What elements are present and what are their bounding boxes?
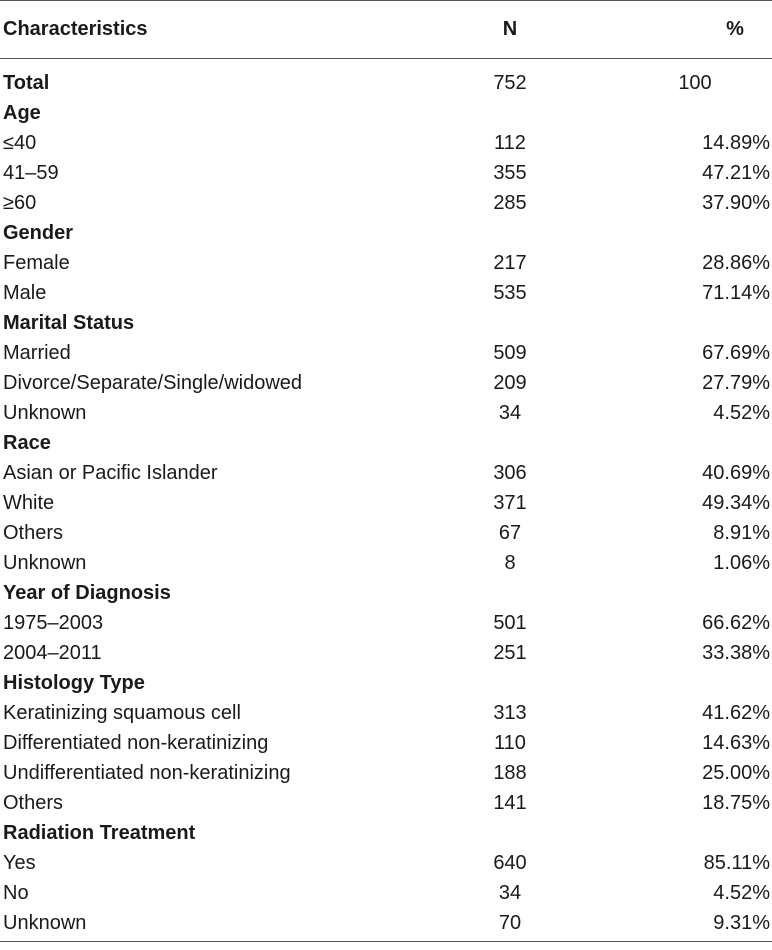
row-n: 34 <box>498 402 522 424</box>
row-label: White <box>3 492 55 514</box>
total-row <box>0 68 772 98</box>
row-n: 752 <box>493 72 527 94</box>
row-n: 355 <box>493 162 527 184</box>
row-n: 217 <box>493 252 527 274</box>
table-row <box>0 248 772 278</box>
row-label: Marital Status <box>3 312 135 334</box>
row-pct: 18.75% <box>702 792 770 814</box>
row-label: Unknown <box>3 552 87 574</box>
row-pct: 14.63% <box>702 732 770 754</box>
row-n: 8 <box>504 552 516 574</box>
table-header <box>0 0 772 58</box>
table-row <box>0 338 772 368</box>
row-label: 1975–2003 <box>3 612 104 634</box>
row-label: Race <box>3 432 51 454</box>
table-row <box>0 488 772 518</box>
row-n: 640 <box>493 852 527 874</box>
table-row <box>0 398 772 428</box>
row-label: Keratinizing squamous cell <box>3 702 241 724</box>
header-rule <box>0 58 772 59</box>
row-n: 188 <box>493 762 527 784</box>
row-pct: 49.34% <box>702 492 770 514</box>
row-n: 285 <box>493 192 527 214</box>
header-characteristics: Characteristics <box>3 18 148 40</box>
table-row <box>0 128 772 158</box>
row-label: 2004–2011 <box>3 642 102 664</box>
row-n: 34 <box>498 882 522 904</box>
row-pct: 27.79% <box>702 372 770 394</box>
row-n: 509 <box>493 342 527 364</box>
row-pct: 41.62% <box>702 702 770 724</box>
row-pct: 85.11% <box>703 852 770 874</box>
row-pct: 8.91% <box>713 522 770 544</box>
table-row <box>0 548 772 578</box>
table-row <box>0 158 772 188</box>
row-pct: 9.31% <box>713 912 770 934</box>
table-row <box>0 758 772 788</box>
row-label: Divorce/Separate/Single/widowed <box>3 372 303 394</box>
row-label: Histology Type <box>3 672 145 694</box>
row-label: No <box>3 882 29 904</box>
row-label: Undifferentiated non-keratinizing <box>3 762 291 784</box>
row-n: 306 <box>493 462 527 484</box>
row-pct: 14.89% <box>702 132 770 154</box>
row-label: Differentiated non-keratinizing <box>3 732 269 754</box>
row-label: 41–59 <box>3 162 59 184</box>
table-row <box>0 908 772 938</box>
row-n: 70 <box>498 912 522 934</box>
row-pct: 40.69% <box>702 462 770 484</box>
row-n: 251 <box>493 642 527 664</box>
row-pct: 28.86% <box>702 252 770 274</box>
table-body <box>0 68 772 938</box>
section-header-row <box>0 818 772 848</box>
row-pct: 67.69% <box>702 342 770 364</box>
table-row <box>0 698 772 728</box>
table-row <box>0 368 772 398</box>
row-n: 371 <box>493 492 527 514</box>
table-row <box>0 518 772 548</box>
row-n: 141 <box>493 792 527 814</box>
row-pct: 37.90% <box>702 192 770 214</box>
row-pct: 71.14% <box>702 282 770 304</box>
row-label: ≤40 <box>3 132 37 154</box>
row-n: 209 <box>493 372 527 394</box>
row-n: 112 <box>494 132 526 154</box>
row-label: ≥60 <box>3 192 37 214</box>
table-row <box>0 278 772 308</box>
section-header-row <box>0 218 772 248</box>
section-header-row <box>0 308 772 338</box>
row-label: Gender <box>3 222 74 244</box>
row-pct: 100 <box>678 72 712 94</box>
row-label: Year of Diagnosis <box>3 582 171 604</box>
row-n: 67 <box>498 522 522 544</box>
row-n: 501 <box>493 612 527 634</box>
row-pct: 25.00% <box>702 762 770 784</box>
row-pct: 1.06% <box>713 552 770 574</box>
row-pct: 4.52% <box>713 882 770 904</box>
table-row <box>0 638 772 668</box>
header-n: N <box>502 18 518 40</box>
table-row <box>0 188 772 218</box>
row-pct: 4.52% <box>713 402 770 424</box>
header-pct: % <box>726 18 744 40</box>
row-pct: 33.38% <box>702 642 770 664</box>
row-label: Unknown <box>3 402 87 424</box>
section-header-row <box>0 578 772 608</box>
row-n: 110 <box>494 732 526 754</box>
section-header-row <box>0 98 772 128</box>
row-pct: 47.21% <box>702 162 770 184</box>
row-label: Age <box>3 102 41 124</box>
table-row <box>0 788 772 818</box>
row-label: Others <box>3 522 64 544</box>
row-label: Total <box>3 72 50 94</box>
section-header-row <box>0 428 772 458</box>
row-label: Asian or Pacific Islander <box>3 462 218 484</box>
table-row <box>0 878 772 908</box>
table-row <box>0 728 772 758</box>
row-label: Yes <box>3 852 36 874</box>
row-pct: 66.62% <box>702 612 770 634</box>
bottom-rule <box>0 941 772 942</box>
table-row <box>0 458 772 488</box>
row-n: 313 <box>493 702 527 724</box>
row-label: Unknown <box>3 912 87 934</box>
row-label: Married <box>3 342 71 364</box>
table-row <box>0 848 772 878</box>
row-n: 535 <box>493 282 527 304</box>
row-label: Male <box>3 282 47 304</box>
section-header-row <box>0 668 772 698</box>
table-row <box>0 608 772 638</box>
row-label: Female <box>3 252 70 274</box>
row-label: Radiation Treatment <box>3 822 196 844</box>
row-label: Others <box>3 792 64 814</box>
